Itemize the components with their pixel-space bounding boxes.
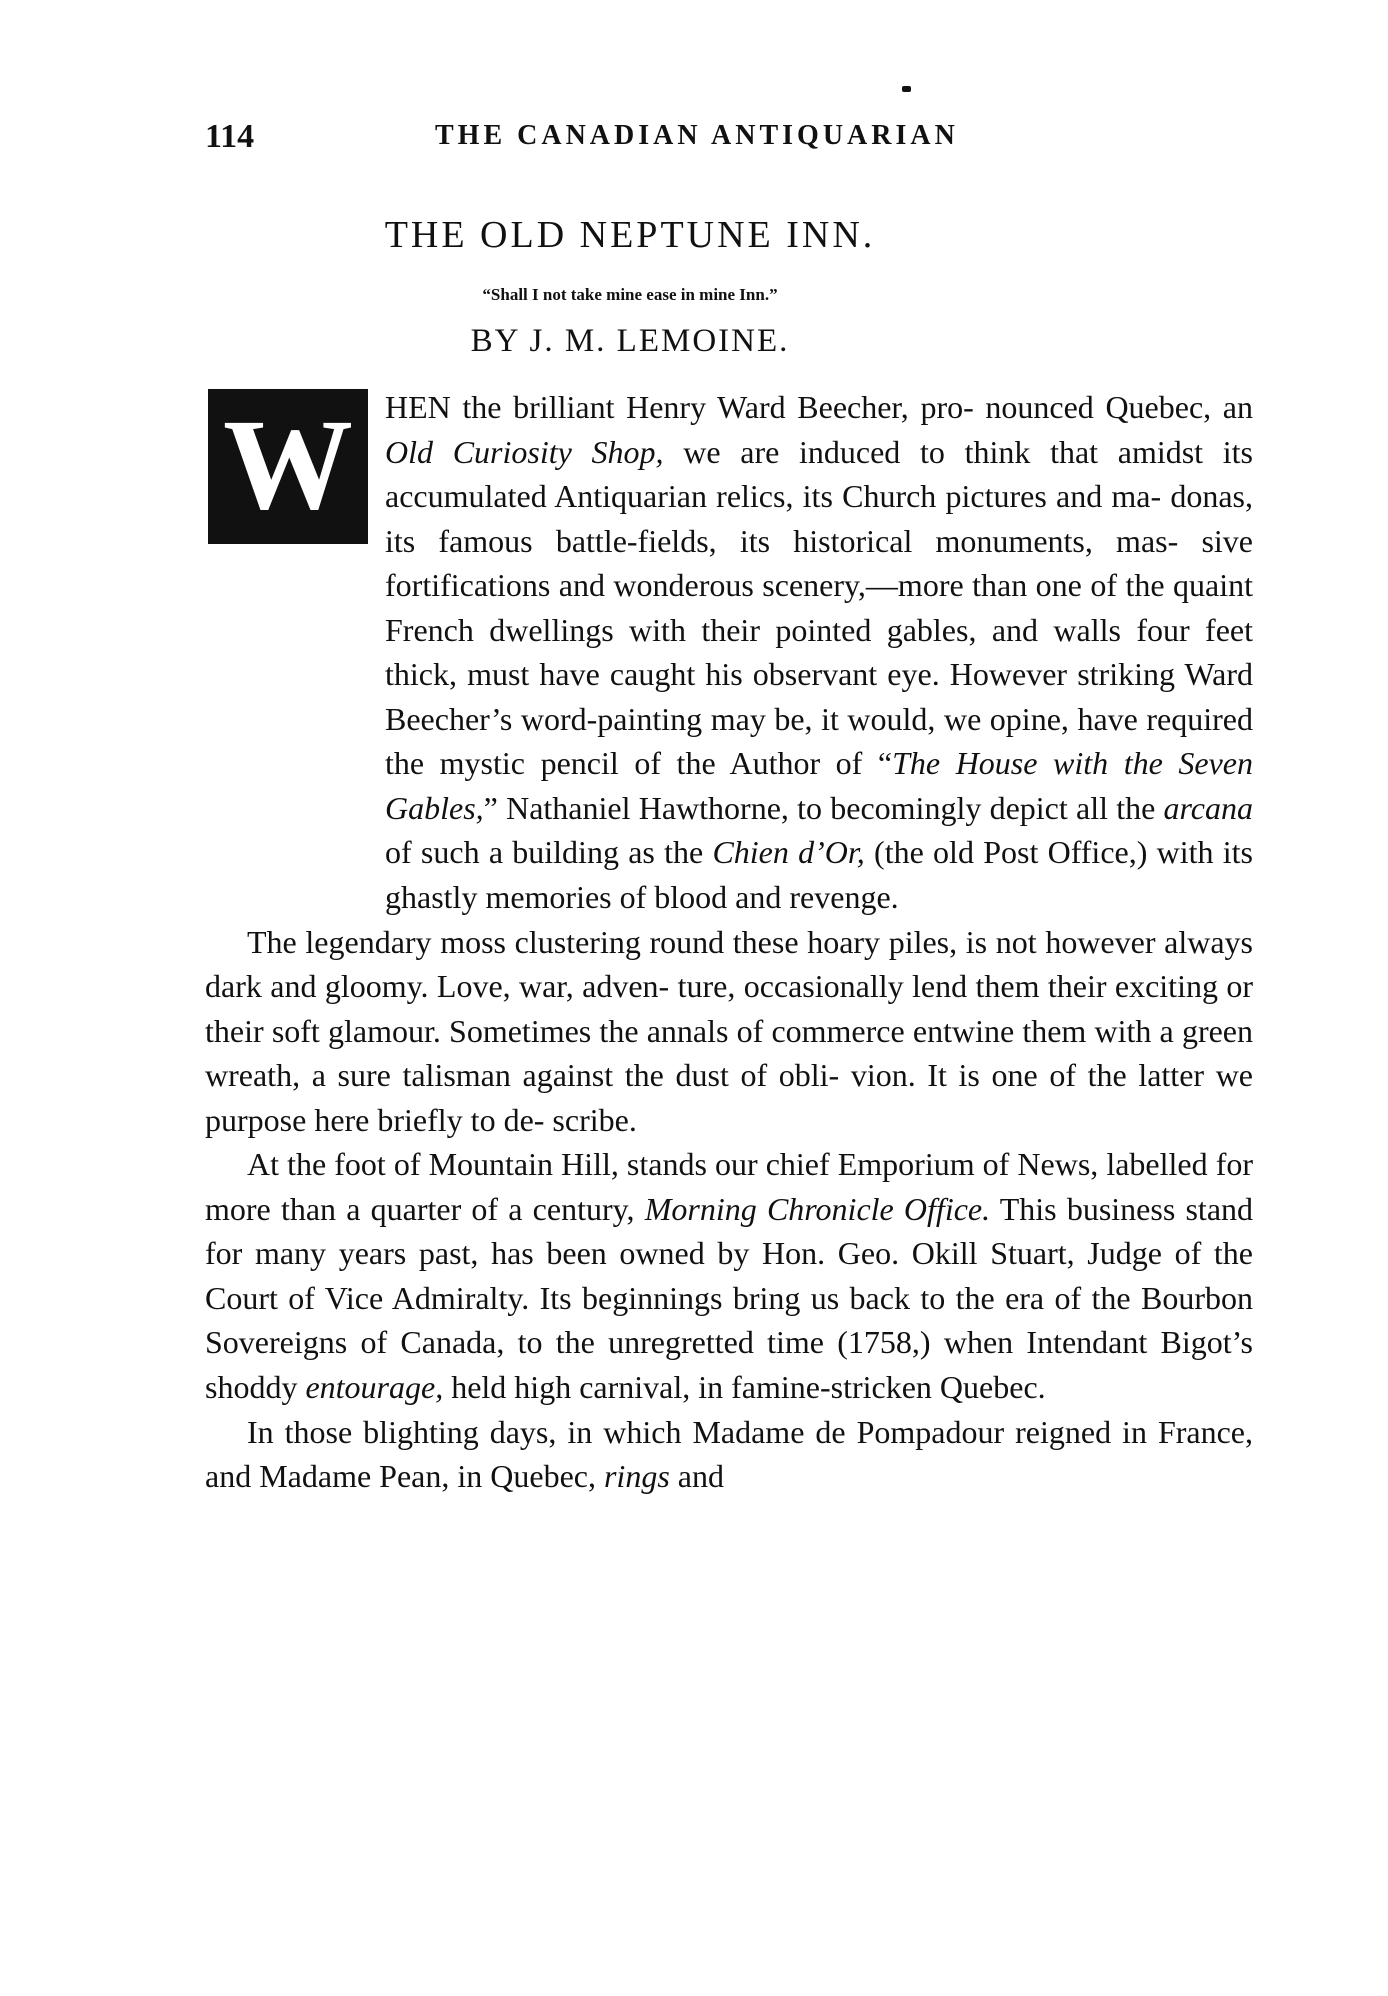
article-title: THE OLD NEPTUNE INN. [384,214,876,256]
dropcap-initial: W [208,389,368,544]
p1-italic-3: arcana [1163,789,1253,826]
paragraph-3 [205,1142,1253,1409]
p1-italic-4: Chien d’Or, [712,834,865,871]
p3-italic-2: entourage, [305,1369,444,1406]
p4-text-b: and [669,1458,724,1495]
body-text [205,385,1253,1499]
paragraph-1 [205,385,1253,920]
byline: BY J. M. LEMOINE. [470,323,790,359]
p1-text-d: of such a building as the [385,834,713,871]
p1-text-c: ” Nathaniel Hawthorne, to becomingly depict all the [483,789,1164,826]
p4-text-a: In those blighting days, in which Madame de Pompadour reigned in France, and Madame Pean, in Quebec, [205,1413,1253,1495]
p1-italic-2: The House with the Seven Gables, [385,745,1254,826]
epigraph: “Shall I not take mine ease in mine Inn.” [482,285,778,304]
p1-text-b: we are induced to think that amidst its accumulated Antiquarian relics, its Church pictures and ma- donas, its famous battle-fields, its historical monuments, mas- sive fortifications and wonderous scenery,—more than one of the quaint French dwellings with their pointed gables, and walls four feet thick, must have caught his observant eye. However striking Ward Beecher’s word-painting may be, it would, we opine, have required the mystic pencil of the Author of “ [385,433,1254,782]
p1-text-e: (the old Post Office,) with its ghastly memories of blood and revenge. [385,834,1253,916]
paragraph-2: The legendary moss clustering round these hoary piles, is not however always dark and gloomy. Love, war, adven- ture, occasionally lend them their exciting or their soft glamour. Sometimes the annals of commerce entwine them with a green wreath, a sure talisman against the dust of obli- vion. It is one of the latter we purpose here briefly to de- scribe. [205,923,1253,1138]
page-header [205,118,1050,162]
ink-mark [902,86,911,92]
running-head: THE CANADIAN ANTIQUARIAN [435,120,959,151]
p1-italic-1: Old Curiosity Shop, [385,433,664,470]
p3-italic-1: Morning Chronicle Office. [644,1190,991,1227]
p4-italic-1: rings [603,1458,670,1495]
paragraph-1-body [205,385,1253,920]
page-number: 114 [205,118,255,155]
p3-text-a: At the foot of Mountain Hill, stands our chief Emporium of News, labelled for more than a quarter of a century, [205,1146,1253,1227]
p3-text-b: This business stand for many years past, has been owned by Hon. Geo. Okill Stuart, Judge of the Court of Vice Admiralty. Its beginnings bring us back to the era of the Bourbon Sovereigns of Canada, to the unregretted time (1758,) when Intendant Bigot’s shoddy [205,1190,1254,1406]
paragraph-4 [205,1410,1253,1499]
p1-text-a: HEN the brilliant Henry Ward Beecher, pro- nounced Quebec, an [385,389,1253,425]
p3-text-c: held high carnival, in famine-stricken Quebec. [443,1369,1046,1406]
